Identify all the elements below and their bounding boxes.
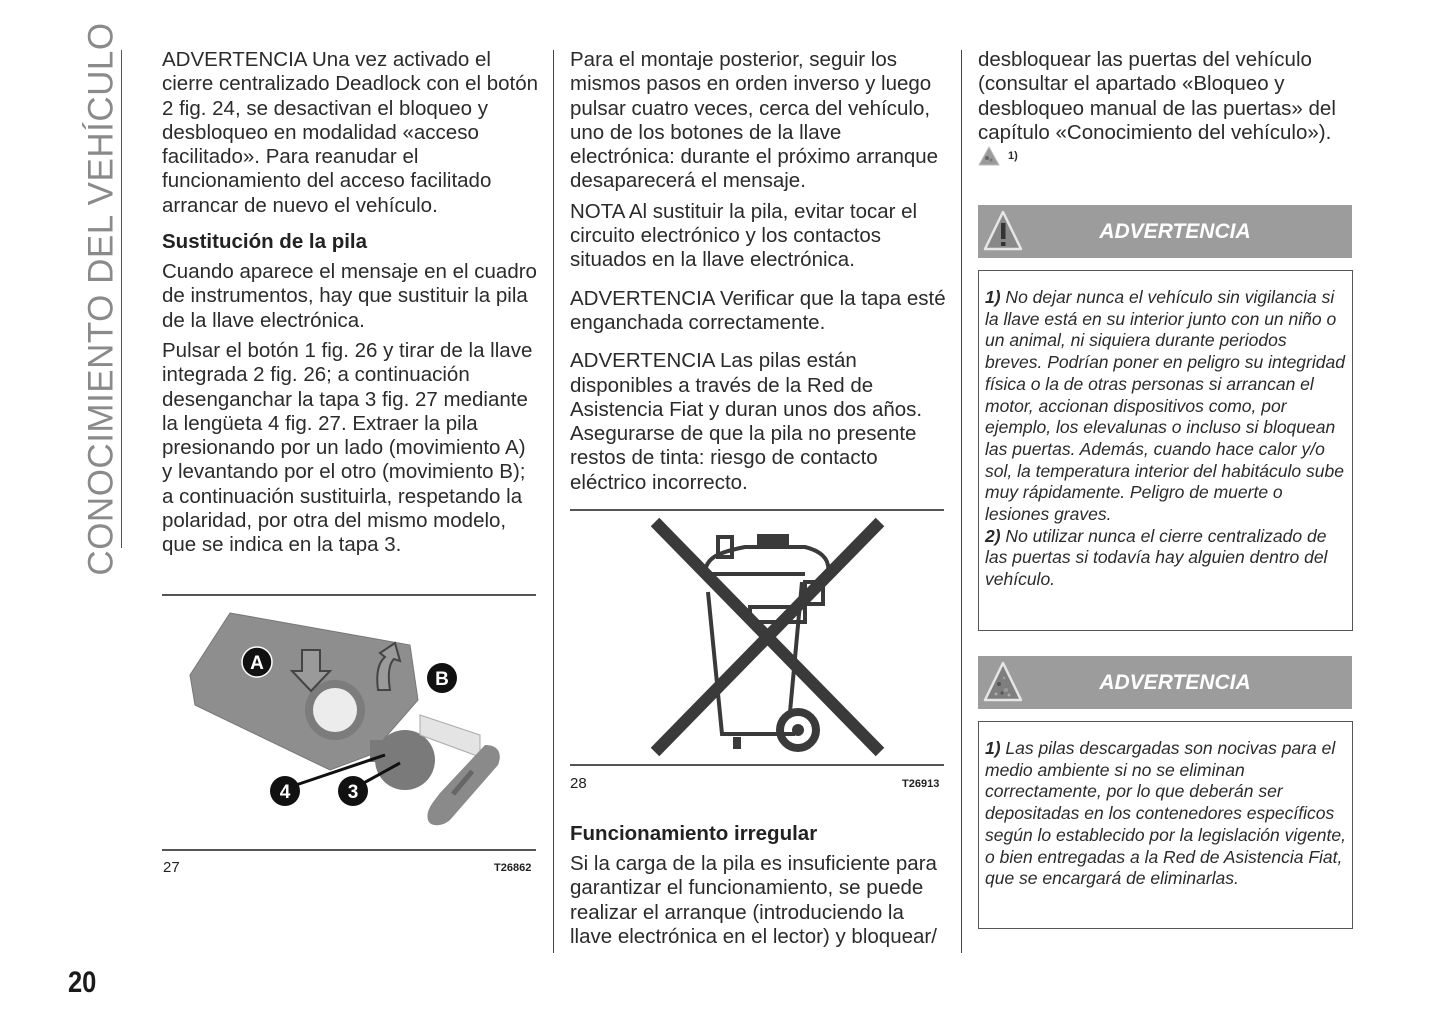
- section-heading: Sustitución de la pila: [162, 230, 368, 254]
- paragraph: Cuando aparece el mensaje en el cuadro de instrumentos, hay que sustituir la pila de la llave electrónica.: [162, 260, 537, 332]
- callout-4: [270, 776, 300, 806]
- note-paragraph: NOTA Al sustituir la pila, evitar tocar el circuito electrónico y los contactos situados en la llave electrónica.: [570, 199, 918, 272]
- paragraph: Si la carga de la pila es insuficiente para garantizar el funcionamiento, se puede realizar el arranque (introduciendo la llave electrónica en el lector) y bloquear/: [570, 852, 937, 948]
- callout-3: [338, 776, 368, 806]
- item-number: 1): [985, 287, 1001, 307]
- callout-b-label: B: [435, 669, 449, 690]
- environment-warning-icon: [982, 660, 1024, 704]
- bin-handle: [757, 534, 789, 546]
- warning-header-1: [978, 205, 1352, 258]
- page-number: 20: [68, 966, 97, 999]
- warning-header-2: [978, 656, 1352, 709]
- figure-number: 27: [163, 859, 180, 876]
- paragraph: Pulsar el botón 1 fig. 26 y tirar de la llave integrada 2 fig. 26; a continuación desenganchar la tapa 3 fig. 27 mediante la lengüeta 4 fig. 27. Extraer la pila presionando por un lado (movimiento A) y levantando por el otro (movimiento B); a continuación sustituirla, respetando la polaridad, por otra del mismo modelo, que se indica en la tapa 3.: [162, 338, 533, 557]
- warning-item: [985, 526, 1346, 591]
- chapter-title: [82, 22, 122, 576]
- chapter-title-text: CONOCIMIENTO DEL VEHÍCULO: [82, 22, 122, 576]
- warning-box-2: [978, 721, 1353, 929]
- figure-code: T26913: [902, 778, 940, 790]
- item-number: 2): [985, 525, 1001, 546]
- column-divider: [961, 50, 962, 953]
- warning-box-1: [978, 270, 1353, 631]
- callout-a-label: A: [250, 653, 264, 674]
- section-heading: Funcionamiento irregular: [570, 822, 818, 845]
- callout-3-label: 3: [347, 782, 359, 803]
- warning-item: [985, 738, 1346, 890]
- warning-item: [985, 287, 1346, 526]
- figure-28-recycle-bin-crossed: [570, 512, 944, 762]
- paragraph: desbloquear las puertas del vehículo (consultar el apartado «Bloqueo y desbloqueo manual de las puertas» del capítulo «Conocimiento del vehículo»).: [978, 48, 1336, 144]
- column-3: [978, 48, 1358, 145]
- column-1: [162, 48, 540, 558]
- column-2-lower: [570, 810, 950, 949]
- column-2: [570, 48, 950, 495]
- figure-top-rule: [570, 509, 944, 511]
- item-text: No utilizar nunca el cierre centralizado de las puertas si todavía hay alguien dentro del vehículo.: [985, 525, 1328, 590]
- bin-foot: [733, 737, 741, 749]
- figure-bottom-rule: [570, 764, 944, 766]
- figure-top-rule: [162, 594, 536, 596]
- figure-code: T26862: [494, 862, 532, 874]
- warning-exclamation-icon: [982, 209, 1024, 253]
- item-number: 1): [985, 738, 1001, 758]
- figure-bottom-rule: [162, 849, 536, 851]
- item-text: No dejar nunca el vehículo sin vigilancia si la llave está en su interior junto con un niño o un animal, ni siquiera durante periodos breves. Podrían poner en peligro su integridad física o la de otras personas si arrancan el motor, accionan dispositivos como, por ejemplo, los elevalunas o incluso si bloquean las puertas. Además, cuando hace calor y/o sol, la temperatura interior del habitáculo sube muy rápidamente. Peligro de muerte o lesiones graves.: [985, 287, 1345, 525]
- reference-number: 1): [1008, 150, 1018, 162]
- callout-a: [242, 647, 272, 677]
- column-divider: [553, 50, 554, 953]
- paragraph: Para el montaje posterior, seguir los mismos pasos en orden inverso y luego pulsar cuatro veces, cerca del vehículo, uno de los botones de la llave electrónica: durante el próximo arranque desaparecerá el mensaje.: [570, 48, 939, 193]
- environment-small-icon: [978, 146, 1000, 166]
- warning-paragraph: ADVERTENCIA Verificar que la tapa esté enganchada correctamente.: [570, 286, 946, 334]
- warning-title: ADVERTENCIA: [1099, 670, 1251, 694]
- figure-27-key-battery: [180, 605, 530, 840]
- chapter-divider: [121, 50, 122, 548]
- warning-paragraph: ADVERTENCIA Las pilas están disponibles a través de la Red de Asistencia Fiat y duran unos dos años. Asegurarse de que la pila no presente restos de tinta: riesgo de contacto eléctrico incorrecto.: [570, 349, 923, 494]
- warning-paragraph: ADVERTENCIA Una vez activado el cierre centralizado Deadlock con el botón 2 fig. 24, se desactivan el bloqueo y desbloqueo en modalidad «acceso facilitado». Para reanudar el funcionamiento del acceso facilitado arrancar de nuevo el vehículo.: [162, 48, 539, 217]
- figure-number: 28: [570, 775, 587, 792]
- item-text: Las pilas descargadas son nocivas para el medio ambiente si no se eliminan correctamente, por lo que deberán ser depositadas en los contenedores específicos según lo establecido por la legislación vigente, o bien entregadas a la Red de Asistencia Fiat, que se encargará de eliminarlas.: [985, 738, 1346, 889]
- warning-title: ADVERTENCIA: [1099, 219, 1251, 243]
- warning-reference: [978, 146, 1018, 166]
- callout-b: [427, 663, 457, 693]
- callout-4-label: 4: [279, 782, 291, 803]
